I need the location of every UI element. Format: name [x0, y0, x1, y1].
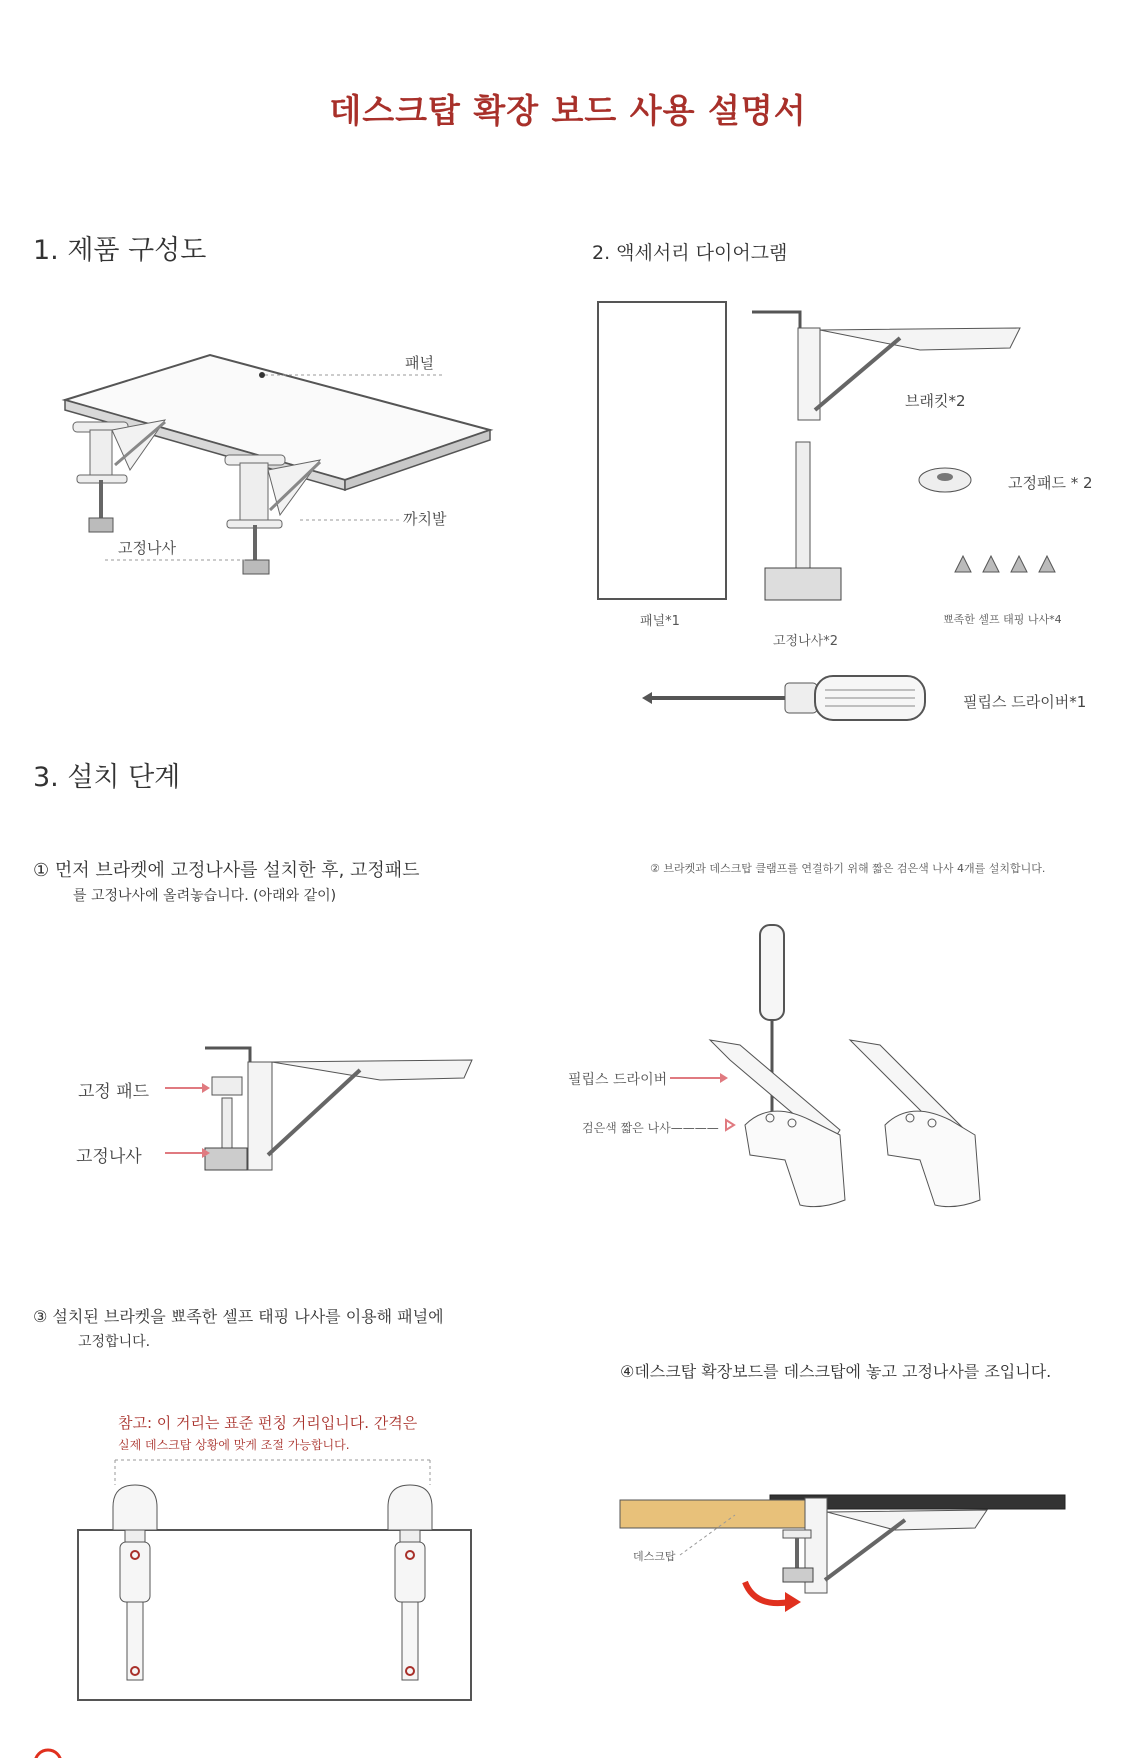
step3-diagram: [75, 1455, 475, 1705]
section-heading-accessories: 2. 액세서리 다이어그램: [592, 242, 788, 264]
label-accessory-driver: 필립스 드라이버*1: [963, 693, 1087, 711]
bottom-circle-mark: [30, 1745, 70, 1758]
label-bracket: 까치발: [403, 510, 447, 528]
step4-label-desk: 데스크탑: [633, 1550, 676, 1563]
step2-diagram: [700, 920, 1000, 1210]
page-title: 데스크탑 확장 보드 사용 설명서: [329, 91, 807, 130]
step4-text: ④데스크탑 확장보드를 데스크탑에 놓고 고정나사를 조입니다.: [620, 1362, 1052, 1381]
step1-text-line2: 를 고정나사에 올려놓습니다. (아래와 같이): [73, 888, 337, 904]
step1-text-line1: ① 먼저 브라켓에 고정나사를 설치한 후, 고정패드: [33, 860, 420, 881]
label-panel: 패널: [405, 354, 434, 372]
step1-diagram: [150, 1040, 480, 1170]
step3-text-line2: 고정합니다.: [78, 1334, 151, 1350]
step4-diagram: [615, 1490, 1075, 1630]
section-heading-install: 3. 설치 단계: [33, 762, 181, 793]
step3-note-line1: 참고: 이 거리는 표준 펀칭 거리입니다. 간격은: [118, 1414, 418, 1432]
label-accessory-pad: 고정패드 * 2: [1008, 474, 1093, 492]
label-accessory-bracket: 브래킷*2: [905, 392, 966, 410]
step2-label-screw: 검은색 짧은 나사————: [582, 1121, 719, 1135]
step3-text-line1: ③ 설치된 브라켓을 뾰족한 셀프 태핑 나사를 이용해 패널에: [33, 1307, 444, 1326]
label-accessory-panel: 패널*1: [640, 614, 680, 629]
label-accessory-self-tapping: 뾰족한 셀프 태핑 나사*4: [943, 613, 1062, 626]
section-heading-components: 1. 제품 구성도: [33, 235, 207, 266]
label-screw: 고정나사: [118, 539, 176, 557]
label-accessory-screw: 고정나사*2: [773, 634, 839, 649]
step3-note-line2: 실제 데스크탑 상황에 맞게 조절 가능합니다.: [118, 1438, 350, 1452]
accessories-diagram: [590, 300, 1130, 720]
step2-text: ② 브라켓과 데스크탑 클램프를 연결하기 위해 짧은 검은색 나사 4개를 설치합니다.: [650, 862, 1046, 875]
step1-label-screw: 고정나사: [76, 1147, 142, 1167]
step1-label-pad: 고정 패드: [78, 1082, 150, 1102]
step2-label-driver: 필립스 드라이버: [568, 1072, 668, 1088]
